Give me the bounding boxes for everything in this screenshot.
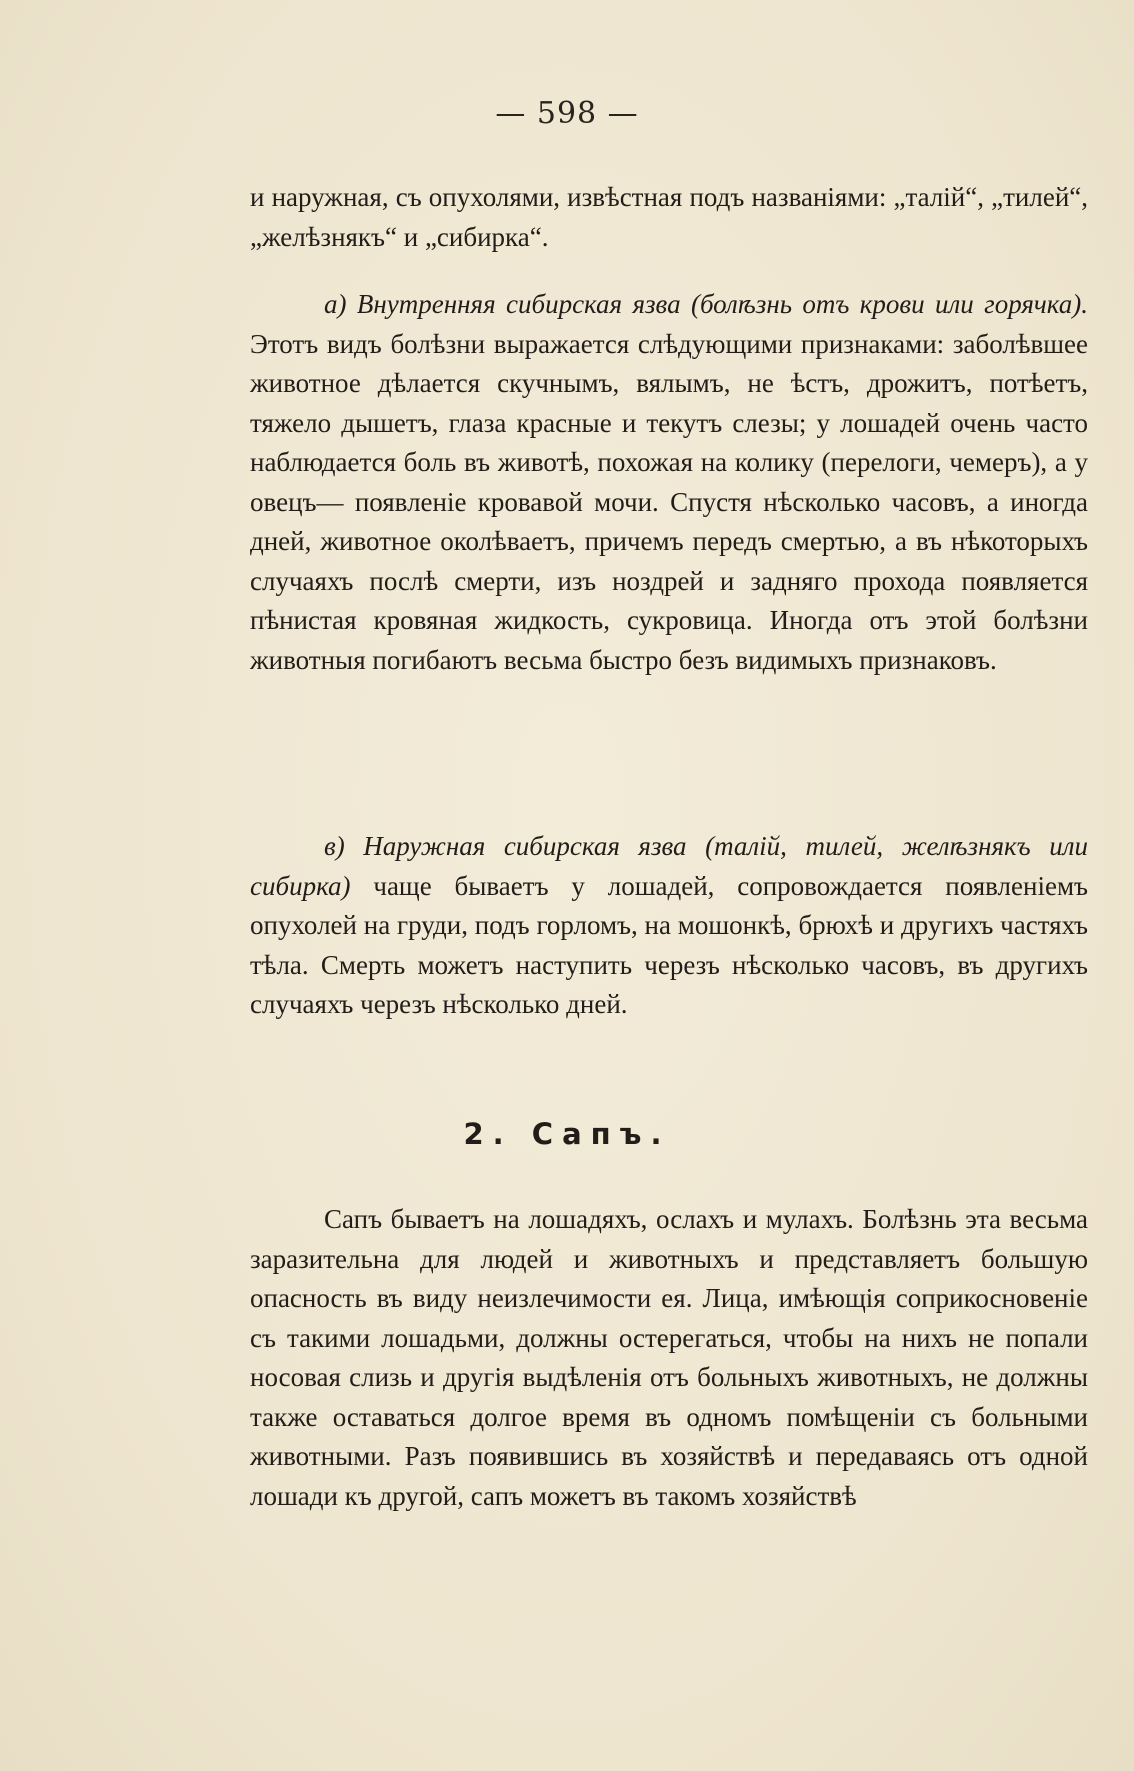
subsection-label-a: а) Внутренняя сибирская язва (болѣзнь отъ крови или горячка). bbox=[324, 289, 1088, 319]
paragraph-intro-continuation bbox=[250, 178, 1088, 257]
page-number: — 598 — bbox=[495, 96, 639, 131]
paragraph-text: Этотъ видъ болѣзни выражается слѣдующими признаками: заболѣвшее животное дѣлается скучнымъ, вялымъ, не ѣстъ, дрожитъ, потѣетъ, тяжело дышетъ, глаза красные и текутъ слезы; у лошадей очень часто наблюдается боль въ животѣ, похожая на колику (перелоги, чемеръ), а у овецъ— появленіе кровавой мочи. Спустя нѣсколько часовъ, а иногда дней, животное околѣваетъ, причемъ передъ смертью, а въ нѣкоторыхъ случаяхъ послѣ смерти, изъ ноздрей и задняго прохода появляется пѣнистая кровяная жидкость, сукровица. Иногда отъ этой болѣзни животныя погибаютъ весьма быстро безъ видимыхъ признаковъ. bbox=[250, 328, 1088, 675]
subsection-label-b: в) Наружная сибирская язва (талій, тилей, желѣзнякъ или сибирка) bbox=[250, 831, 1088, 901]
paragraph-text: и наружная, съ опухолями, извѣстная подъ названіями: „талій“, „тилей“, „желѣзнякъ“ и „сибирка“. bbox=[250, 182, 1088, 252]
paragraph-text: Сапъ бываетъ на лошадяхъ, ослахъ и мулахъ. Болѣзнь эта весьма заразительна для людей и животныхъ и представляетъ большую опасность въ виду неизлечимости ея. Лица, имѣющія соприкосновеніе съ такими лошадьми, должны остерегаться, чтобы на нихъ не попали носовая слизь и другія выдѣленія отъ больныхъ животныхъ, не должны также оставаться долгое время въ одномъ помѣщеніи съ больными животными. Разъ появившись въ хозяйствѣ и передаваясь отъ одной лошади къ другой, сапъ можетъ въ такомъ хозяйствѣ bbox=[250, 1204, 1088, 1511]
paragraph-body bbox=[250, 827, 1088, 1025]
paragraph-glanders bbox=[250, 1200, 1088, 1516]
section-heading: 2. Сапъ. bbox=[463, 1117, 671, 1151]
paragraph-text: чаще бываетъ у лошадей, сопровождается появленіемъ опухолей на груди, подъ горломъ, на мошонкѣ, брюхѣ и другихъ частяхъ тѣла. Смерть можетъ наступить черезъ нѣсколько часовъ, въ другихъ случаяхъ черезъ нѣсколько дней. bbox=[250, 870, 1088, 1019]
paragraph-internal-anthrax bbox=[250, 285, 1088, 680]
paragraph-external-anthrax bbox=[250, 827, 1088, 1025]
paragraph-body bbox=[250, 285, 1088, 680]
